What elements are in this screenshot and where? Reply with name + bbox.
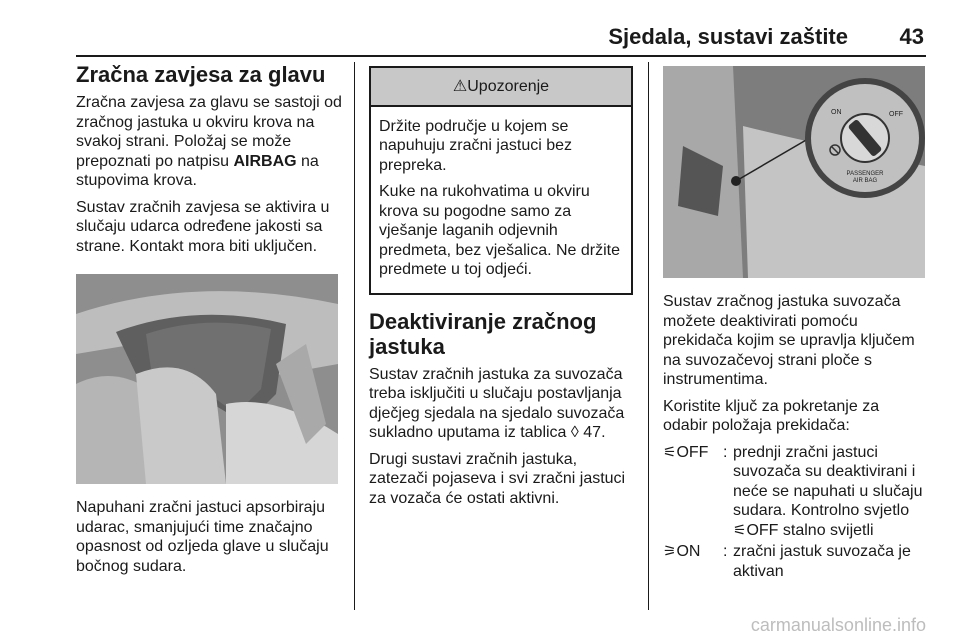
- definition-colon: :: [723, 543, 728, 560]
- paragraph: Sustav zračnog jastuka suvozača možete deaktivirati pomoću prekidača kojim se upravlja ključem na suvozačevoj strani ploče s instrumentima.: [663, 293, 915, 388]
- airbag-off-icon: ⚟: [663, 443, 677, 461]
- airbag-label: AIRBAG: [233, 152, 297, 170]
- page-number: 43: [899, 24, 924, 49]
- column-divider-right: [648, 62, 649, 610]
- airbag-off-icon: ⚟: [733, 521, 747, 539]
- figure-on-label: ON: [831, 109, 842, 116]
- warning-paragraph: Držite područje u kojem se napuhuju zračni jastuci bez prepreka.: [379, 117, 573, 174]
- section-heading-deactivation: Deaktiviranje zračnog jastuka: [369, 308, 597, 359]
- page-reference-icon: ◊: [570, 424, 584, 441]
- right-column: [663, 62, 927, 583]
- definition-row-on: [663, 542, 927, 581]
- warning-paragraph: Kuke na rukohvatima u okviru krova su pogodne samo za vješanje laganih odjevnih predmeta, bez vješalica. Ne držite predmete u toj odjeći.: [379, 183, 620, 278]
- curtain-airbag-illustration: [76, 274, 338, 484]
- section-heading-curtain-airbag: Zračna zavjesa za glavu: [76, 62, 326, 87]
- term-off-inline: OFF: [746, 521, 779, 539]
- text-span: na stupovima krova.: [76, 152, 319, 189]
- paragraph: Drugi sustavi zračnih jastuka, zatezači pojaseva i svi zračni jastuci za vozača će ostati aktivni.: [369, 450, 626, 507]
- warning-body: [371, 107, 631, 293]
- definition-text: zračni jastuk suvozača je aktivan: [733, 543, 911, 580]
- page-reference[interactable]: 47.: [583, 424, 606, 441]
- text-span: Zračna zavjesa za glavu se sastoji od zračnog jastuka u okviru krova na svakoj strani. Položaj se može prepoznati po natpisu: [76, 94, 342, 170]
- figure-passenger-label: PASSENGER: [846, 171, 884, 177]
- definition-row-off: [663, 443, 927, 541]
- definition-term: [663, 443, 723, 541]
- figure-airbag-label: AIR BAG: [852, 178, 878, 184]
- paragraph: [369, 365, 635, 443]
- left-column: [76, 62, 342, 583]
- text-span: prednji zračni jastuci suvozača su deaktivirani i neće se napuhati u slučaju sudara. Kontrolno svjetlo: [733, 443, 923, 519]
- middle-column: [369, 62, 635, 515]
- paragraph: Sustav zračnih zavjesa se aktivira u slučaju udarca određene jakosti sa strane. Kontakt mora biti uključen.: [76, 198, 330, 255]
- column-divider-left: [354, 62, 355, 610]
- warning-title: Upozorenje: [467, 78, 550, 95]
- airbag-on-icon: ⚞: [663, 543, 677, 560]
- term-on: ON: [676, 543, 701, 560]
- text-span: Sustav zračnih jastuka za suvozača treba isključiti u slučaju postavljanja dječjeg sjedala na sjedalo suvozača sukladno uputama iz tablica: [369, 365, 625, 441]
- running-header-title: Sjedala, sustavi zaštite: [608, 24, 848, 49]
- figure-off-label: OFF: [889, 111, 903, 118]
- paragraph: Koristite ključ za pokretanje za odabir položaja prekidača:: [663, 397, 880, 434]
- warning-header: [371, 68, 631, 107]
- term-off: OFF: [676, 443, 709, 461]
- watermark: carmanualsonline.info: [750, 615, 926, 635]
- warning-icon: ⚠: [452, 78, 468, 95]
- definition-term: [663, 542, 723, 581]
- definition-text: [733, 443, 927, 541]
- header-rule: [76, 55, 926, 57]
- text-span: stalno svijetli: [778, 521, 874, 539]
- paragraph: Napuhani zračni jastuci apsorbiraju udarac, smanjujući time značajno opasnost od ozljeda glave u slučaju bočnog sudara.: [76, 499, 329, 575]
- warning-box: [369, 66, 633, 295]
- paragraph: [76, 93, 342, 191]
- definition-colon: :: [723, 443, 728, 461]
- airbag-switch-illustration: [663, 66, 925, 278]
